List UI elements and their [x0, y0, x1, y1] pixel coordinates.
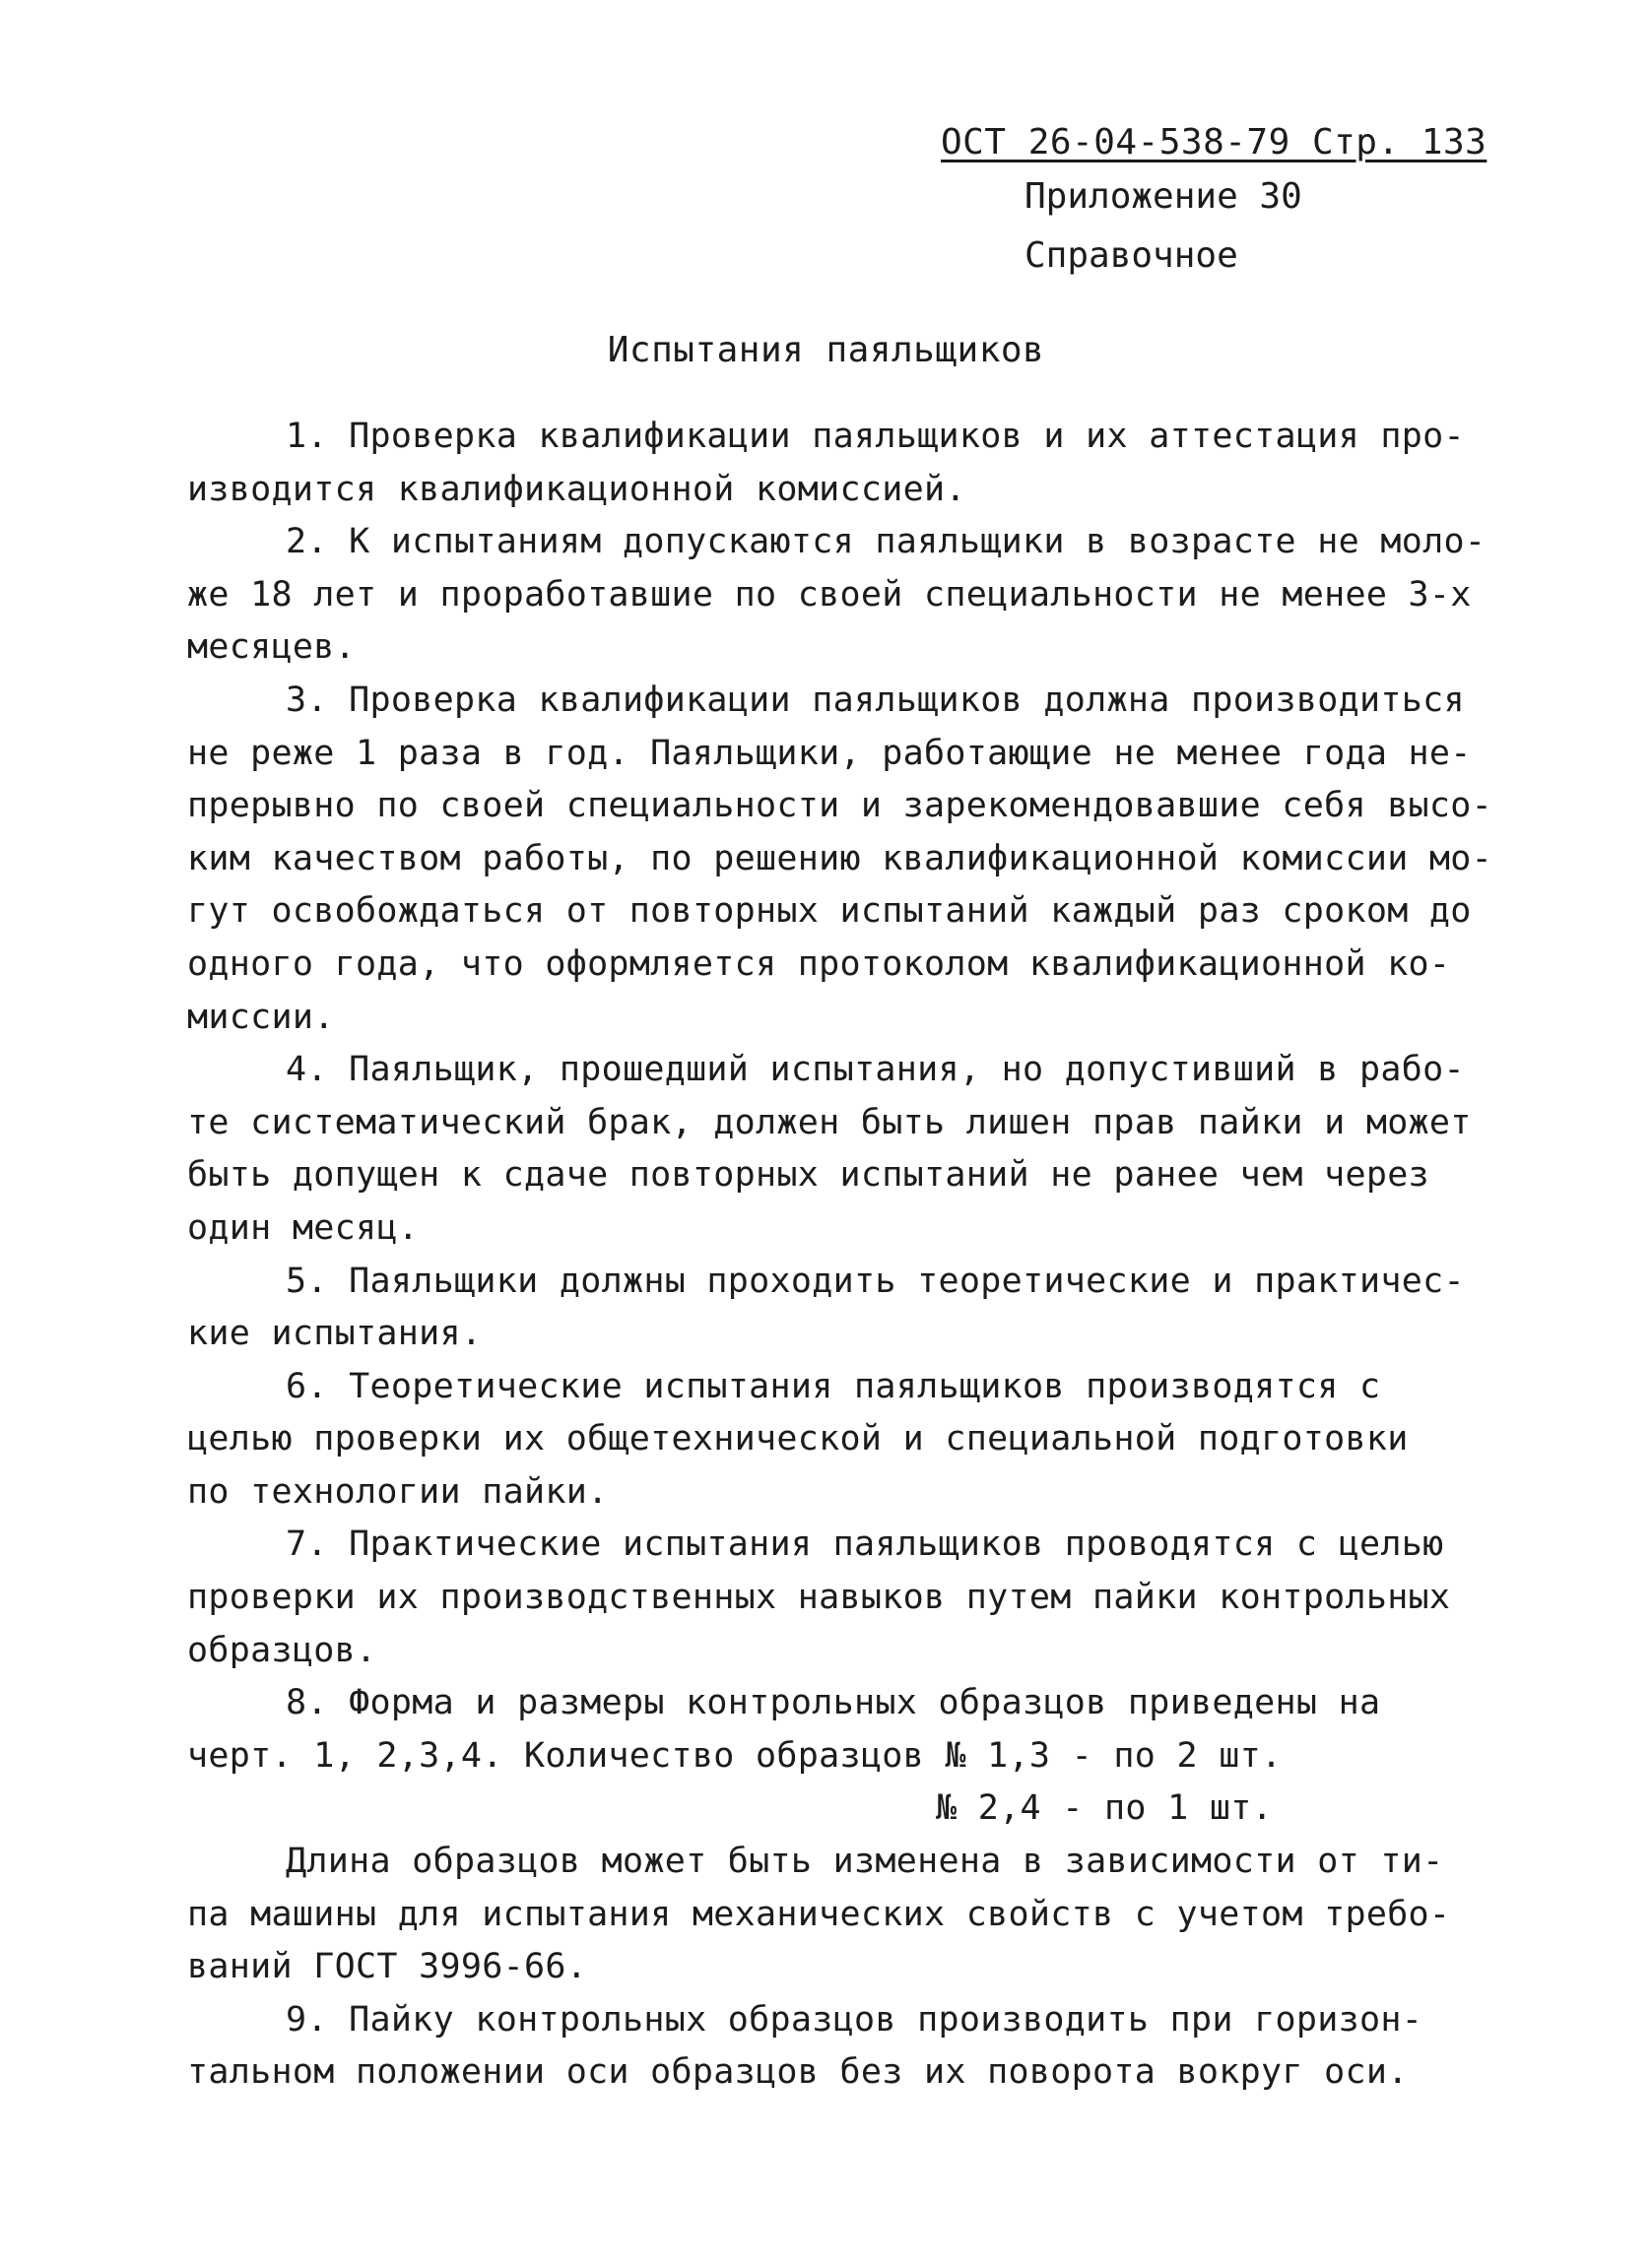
text-line: 9. Пайку контрольных образцов производить при горизон- — [286, 1999, 1423, 2040]
text-line: 6. Теоретические испытания паяльщиков производятся с — [286, 1366, 1381, 1406]
text-line: те систематический брак, должен быть лишен прав пайки и может — [187, 1102, 1472, 1142]
appendix-type: Справочное — [1024, 235, 1238, 276]
text-line: № 2,4 - по 1 шт. — [936, 1788, 1273, 1829]
text-line: 4. Паяльщик, прошедший испытания, но допустивший в рабо- — [286, 1050, 1465, 1090]
text-line: месяцев. — [187, 627, 356, 668]
document-header — [941, 118, 1492, 286]
text-line: миссии. — [187, 997, 335, 1037]
text-line: 2. К испытаниям допускаются паяльщики в возрасте не моло- — [286, 522, 1487, 562]
text-line: гут освобождаться от повторных испытаний каждый раз сроком до — [187, 891, 1472, 932]
document-body — [187, 411, 1497, 2100]
text-line: 3. Проверка квалификации паяльщиков должна производиться — [286, 680, 1465, 720]
text-line: черт. 1, 2,3,4. Количество образцов № 1,3 - по 2 шт. — [187, 1735, 1283, 1776]
text-line: прерывно по своей специальности и зарекомендовавшие себя высо- — [187, 786, 1493, 826]
text-line: кие испытания. — [187, 1314, 483, 1354]
text-line: тальном положении оси образцов без их поворота вокруг оси. — [187, 2052, 1409, 2093]
text-line: 8. Форма и размеры контрольных образцов приведены на — [286, 1683, 1381, 1723]
text-line: образцов. — [187, 1630, 377, 1670]
text-line: быть допущен к сдаче повторных испытаний не ранее чем через — [187, 1155, 1429, 1196]
text-line: 5. Паяльщики должны проходить теоретические и практичес- — [286, 1261, 1465, 1301]
text-line: Длина образцов может быть изменена в зависимости от ти- — [286, 1842, 1444, 1882]
appendix-label: Приложение 30 — [1024, 176, 1302, 217]
text-line: ваний ГОСТ 3996-66. — [187, 1947, 588, 1987]
text-line: проверки их производственных навыков путем пайки контрольных — [187, 1578, 1451, 1618]
text-line: па машины для испытания механических свойств с учетом требо- — [187, 1894, 1451, 1934]
text-line: изводится квалификационной комиссией. — [187, 469, 966, 509]
document-title: Испытания паяльщиков — [607, 330, 1045, 370]
text-line: одного года, что оформляется протоколом квалификационной ко- — [187, 943, 1451, 984]
document-code: ОСТ 26-04-538-79 Стр. 133 — [941, 122, 1487, 162]
text-line: один месяц. — [187, 1207, 420, 1248]
text-line: целью проверки их общетехнической и специальной подготовки — [187, 1419, 1409, 1459]
text-line: ким качеством работы, по решению квалификационной комиссии мо- — [187, 838, 1493, 878]
text-line: по технологии пайки. — [187, 1471, 609, 1512]
text-line: 7. Практические испытания паяльщиков проводятся с целью — [286, 1524, 1444, 1565]
text-line: 1. Проверка квалификации паяльщиков и их аттестация про- — [286, 417, 1465, 456]
text-line: не реже 1 раза в год. Паяльщики, работающие не менее года не- — [187, 733, 1472, 773]
text-line: же 18 лет и проработавшие по своей специальности не менее 3-х — [187, 574, 1472, 615]
